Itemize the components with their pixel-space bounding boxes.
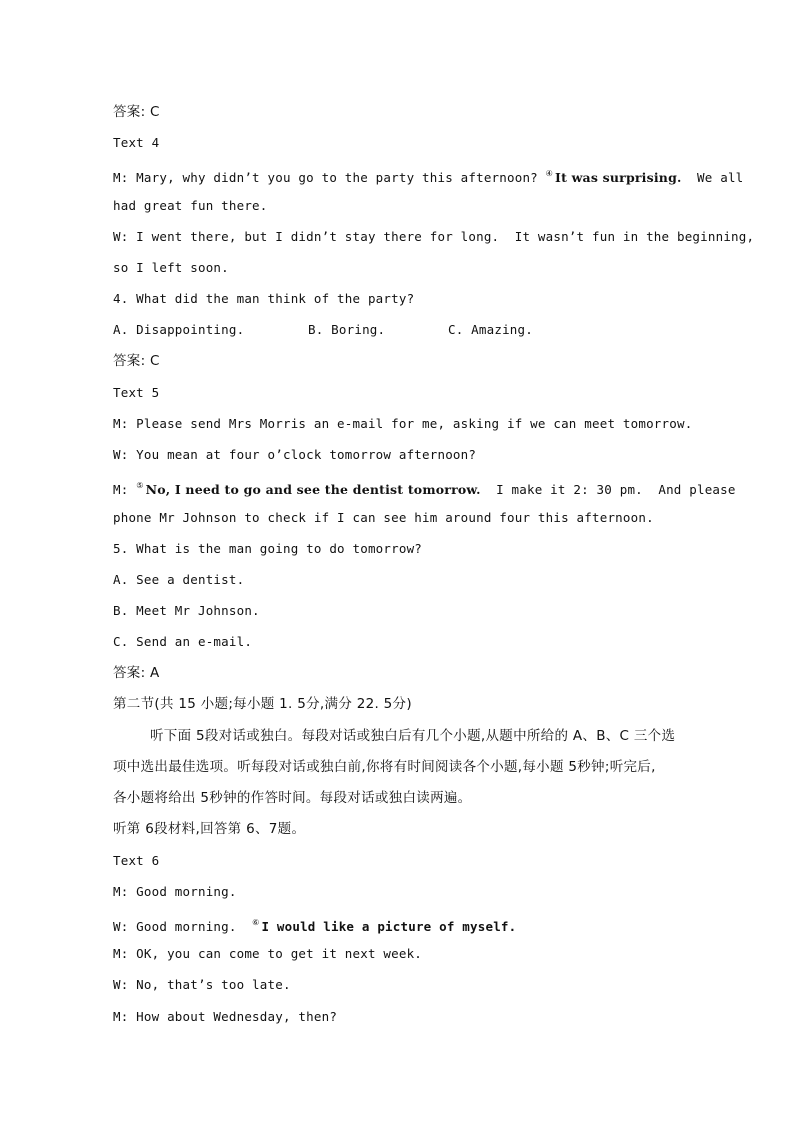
answer-4: 答案: C xyxy=(113,353,160,369)
dialogue-text: I make it 2: 30 pm. And please xyxy=(480,482,736,497)
dialogue-text: M: xyxy=(113,482,137,497)
dialogue-text: We all xyxy=(681,170,744,185)
text-4-woman-line-cont: so I left soon. xyxy=(113,260,229,275)
question-4-option-c: C. Amazing. xyxy=(448,322,533,337)
key-sentence-4: It was surprising. xyxy=(555,170,682,185)
instruction-line-3: 各小题将给出 5秒钟的作答时间。每段对话或独白读两遍。 xyxy=(113,790,472,806)
question-5-option-b: B. Meet Mr Johnson. xyxy=(113,603,260,618)
answer-5: 答案: A xyxy=(113,665,160,681)
text-4-man-line-cont: had great fun there. xyxy=(113,198,268,213)
question-5: 5. What is the man going to do tomorrow? xyxy=(113,541,423,556)
text-5-man-line-2 xyxy=(113,478,736,498)
instruction-line-1: 听下面 5段对话或独白。每段对话或独白后有几个小题,从题中所给的 A、B、C 三个选 xyxy=(150,728,676,744)
text-6-man-line-1: M: Good morning. xyxy=(113,884,237,899)
mark-6: ⑥ xyxy=(252,918,260,927)
text-6-woman-line-2: W: No, that’s too late. xyxy=(113,977,291,992)
text-4-man-line xyxy=(113,166,743,186)
text-4-woman-line: W: I went there, but I didn’t stay there for long. It wasn’t fun in the beginning, xyxy=(113,229,755,244)
question-5-option-c: C. Send an e-mail. xyxy=(113,634,253,649)
key-sentence-6: I would like a picture of myself. xyxy=(261,919,517,934)
text-6-heading: Text 6 xyxy=(113,853,160,868)
question-4-option-a: A. Disappointing. xyxy=(113,322,245,337)
text-6-man-line-2: M: OK, you can come to get it next week. xyxy=(113,946,423,961)
mark-5: ⑤ xyxy=(136,481,144,490)
text-4-heading: Text 4 xyxy=(113,135,160,150)
text-5-man-line-1: M: Please send Mrs Morris an e-mail for me, asking if we can meet tomorrow. xyxy=(113,416,693,431)
text-6-woman-line-1 xyxy=(113,915,516,935)
mark-4: ④ xyxy=(545,169,554,178)
dialogue-text: M: Mary, why didn’t you go to the party this afternoon? xyxy=(113,170,546,185)
text-5-man-line-2-cont: phone Mr Johnson to check if I can see him around four this afternoon. xyxy=(113,510,654,525)
answer-3: 答案: C xyxy=(113,104,160,120)
listen-material-6: 听第 6段材料,回答第 6、7题。 xyxy=(113,821,306,837)
text-5-woman-line: W: You mean at four o’clock tomorrow afternoon? xyxy=(113,447,477,462)
key-sentence-5: No, I need to go and see the dentist tomorrow. xyxy=(145,482,481,497)
question-4: 4. What did the man think of the party? xyxy=(113,291,415,306)
instruction-line-2: 项中选出最佳选项。听每段对话或独白前,你将有时间阅读各个小题,每小题 5秒钟;听完后, xyxy=(113,759,656,775)
text-5-heading: Text 5 xyxy=(113,385,160,400)
dialogue-text: W: Good morning. xyxy=(113,919,253,934)
section-2-heading: 第二节(共 15 小题;每小题 1. 5分,满分 22. 5分) xyxy=(113,696,412,712)
question-5-option-a: A. See a dentist. xyxy=(113,572,245,587)
question-4-option-b: B. Boring. xyxy=(308,322,386,337)
text-6-man-line-3: M: How about Wednesday, then? xyxy=(113,1009,338,1024)
